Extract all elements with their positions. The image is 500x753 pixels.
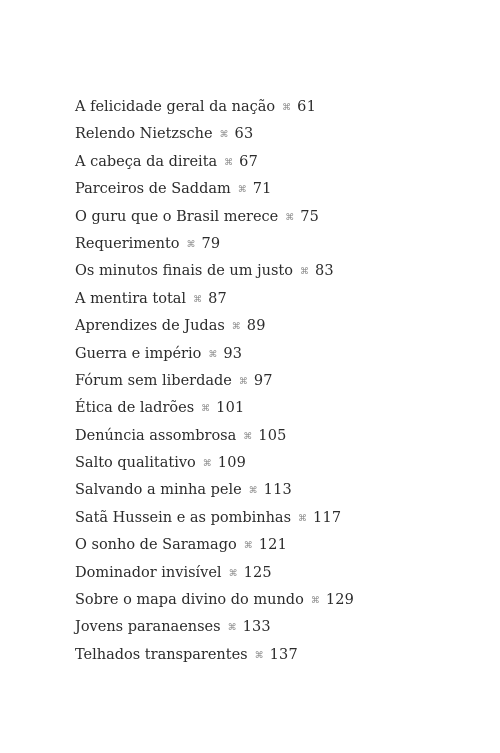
toc-entry-page: 61	[297, 99, 317, 115]
separator-ornament-icon: ⌘	[243, 431, 253, 442]
separator-ornament-icon: ⌘	[254, 650, 264, 661]
toc-entry	[75, 94, 475, 121]
toc-entry	[75, 642, 475, 669]
toc-entry-page: 75	[300, 208, 320, 225]
toc-entry	[75, 505, 475, 532]
separator-ornament-icon: ⌘	[310, 596, 320, 607]
toc-entry-page: 109	[217, 455, 247, 472]
toc-entry-title: A felicidade geral da nação	[75, 99, 276, 115]
toc-entry	[75, 149, 475, 176]
toc-entry-page: 129	[325, 592, 355, 609]
toc-entry	[75, 450, 475, 477]
separator-ornament-icon: ⌘	[285, 212, 295, 223]
toc-entry	[75, 477, 475, 504]
separator-ornament-icon: ⌘	[227, 623, 237, 634]
separator-ornament-icon: ⌘	[202, 459, 212, 470]
toc-entry-title: Os minutos finais de um justo	[75, 263, 293, 280]
table-of-contents	[75, 94, 475, 669]
toc-entry-title: Sobre o mapa divino do mundo	[75, 592, 304, 609]
separator-ornament-icon: ⌘	[282, 103, 292, 113]
toc-entry-page: 67	[239, 153, 259, 170]
separator-ornament-icon: ⌘	[248, 486, 258, 497]
separator-ornament-icon: ⌘	[208, 349, 218, 360]
toc-entry-title: Aprendizes de Judas	[75, 318, 225, 335]
toc-entry	[75, 341, 475, 368]
separator-ornament-icon: ⌘	[186, 239, 196, 250]
toc-entry	[75, 560, 475, 587]
toc-entry-title: Relendo Nietzsche	[75, 126, 213, 143]
toc-entry	[75, 423, 475, 450]
toc-entry-title: A cabeça da direita	[75, 153, 218, 170]
toc-entry-title: Jovens paranaenses	[75, 619, 221, 636]
toc-entry	[75, 258, 475, 285]
separator-ornament-icon: ⌘	[231, 322, 241, 333]
toc-entry-page: 89	[246, 318, 266, 335]
toc-entry	[75, 231, 475, 258]
separator-ornament-icon: ⌘	[224, 157, 234, 168]
separator-ornament-icon: ⌘	[193, 294, 203, 305]
toc-entry-title: Salto qualitativo	[75, 455, 196, 472]
toc-entry-title: Fórum sem liberdade	[75, 372, 232, 389]
separator-ornament-icon: ⌘	[243, 541, 253, 552]
separator-ornament-icon: ⌘	[298, 513, 308, 524]
toc-entry	[75, 532, 475, 559]
toc-entry-title: Parceiros de Saddam	[75, 181, 231, 198]
toc-entry-page: 121	[258, 537, 287, 554]
toc-entry-page: 125	[243, 564, 272, 581]
toc-entry	[75, 176, 475, 203]
toc-entry-page: 105	[258, 427, 287, 444]
toc-entry-page: 83	[314, 263, 334, 280]
toc-entry-page: 137	[269, 646, 298, 663]
toc-entry-page: 101	[216, 400, 245, 417]
separator-ornament-icon: ⌘	[237, 185, 247, 196]
toc-entry-page: 113	[263, 482, 292, 499]
toc-entry-page: 133	[242, 619, 271, 636]
toc-entry-page: 63	[234, 126, 254, 143]
toc-entry-title: O guru que o Brasil merece	[75, 208, 279, 225]
toc-entry-page: 79	[201, 235, 221, 252]
toc-entry	[75, 286, 475, 313]
toc-entry-title: Dominador invisível	[75, 564, 222, 581]
toc-entry	[75, 204, 475, 231]
toc-entry	[75, 614, 475, 641]
toc-entry-title: A mentira total	[75, 290, 187, 307]
toc-entry-title: Guerra e império	[75, 345, 202, 362]
toc-entry-title: Satã Hussein e as pombinhas	[75, 509, 292, 526]
toc-entry-title: O sonho de Saramago	[75, 537, 237, 554]
separator-ornament-icon: ⌘	[238, 376, 248, 387]
toc-entry	[75, 313, 475, 340]
separator-ornament-icon: ⌘	[201, 404, 211, 415]
toc-entry-page: 87	[208, 290, 227, 307]
toc-entry-title: Telhados transparentes	[75, 646, 248, 663]
toc-entry	[75, 368, 475, 395]
toc-entry-page: 97	[253, 372, 273, 389]
toc-entry-page: 71	[252, 181, 272, 198]
toc-entry	[75, 121, 475, 148]
toc-entry	[75, 395, 475, 422]
toc-entry-title: Ética de ladrões	[75, 400, 195, 417]
toc-entry-title: Salvando a minha pele	[75, 482, 242, 499]
separator-ornament-icon: ⌘	[219, 130, 229, 141]
toc-entry	[75, 587, 475, 614]
separator-ornament-icon: ⌘	[228, 568, 238, 579]
separator-ornament-icon: ⌘	[299, 267, 309, 278]
toc-entry-title: Denúncia assombrosa	[75, 427, 237, 444]
toc-entry-title: Requerimento	[75, 235, 180, 252]
toc-entry-page: 93	[223, 345, 243, 362]
toc-entry-page: 117	[313, 509, 342, 526]
